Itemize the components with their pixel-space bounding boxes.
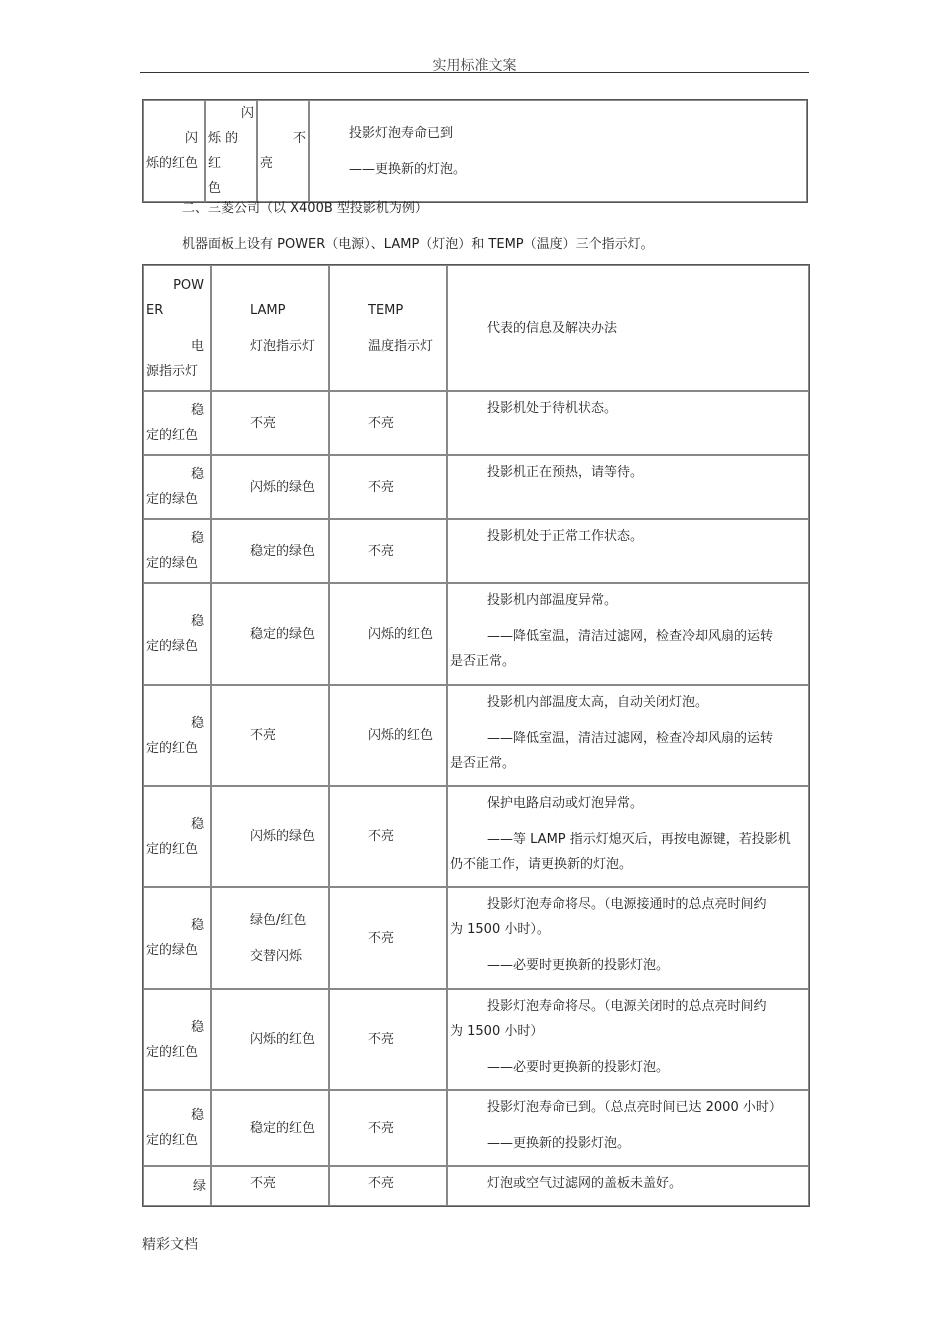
temp-cell: 不亮	[329, 1090, 447, 1166]
temp-cell: 不亮	[329, 786, 447, 887]
lamp-cell: 稳定的绿色	[211, 583, 329, 685]
desc-cell	[447, 391, 809, 455]
section-intro: 机器面板上设有 POWER（电源）、LAMP（灯泡）和 TEMP（温度）三个指示灯。	[182, 237, 654, 252]
desc-cell	[447, 1090, 809, 1166]
power-cell	[143, 583, 211, 685]
power-cell	[143, 455, 211, 519]
cell-text: 定的红色	[146, 1044, 199, 1060]
cell-text: 稳	[190, 403, 204, 418]
header-lamp	[211, 265, 329, 391]
desc-line: 投影机内部温度异常。	[487, 593, 618, 608]
header-desc	[447, 265, 809, 391]
cell-text: TEMP	[368, 302, 404, 318]
cell-text: 代表的信息及解决办法	[487, 320, 618, 336]
desc-line: 投影机正在预热，请等待。	[487, 465, 644, 480]
table-continued	[142, 99, 808, 203]
cell-text: 定的红色	[146, 1133, 199, 1148]
power-cell	[143, 887, 211, 989]
cell-text: 源指示灯	[146, 363, 199, 379]
lamp-cell: 不亮	[211, 685, 329, 786]
cell-text: 定的绿色	[146, 556, 199, 571]
desc-cell	[447, 887, 809, 989]
lamp-cell: 闪烁的红色	[211, 989, 329, 1090]
temp-cell: 不亮	[329, 391, 447, 455]
table-row	[143, 989, 809, 1090]
desc-line: 保护电路启动或灯泡异常。	[487, 796, 644, 811]
desc-line: ——更换新的灯泡。	[349, 161, 467, 177]
cell-text: 电	[190, 338, 204, 354]
cell-text: 定的绿色	[146, 492, 199, 507]
desc-line: 为 1500 小时）。	[450, 922, 550, 937]
table-row	[143, 455, 809, 519]
power-cell: 绿	[143, 1166, 211, 1206]
temp-cell: 闪烁的红色	[329, 685, 447, 786]
cell-text: 稳	[190, 614, 204, 629]
desc-line: 是否正常。	[450, 654, 516, 669]
temp-cell: 不亮	[329, 887, 447, 989]
cell-text: 亮	[260, 156, 274, 171]
lamp-cell	[211, 887, 329, 989]
lamp-cell: 闪烁的绿色	[211, 786, 329, 887]
power-cell	[143, 989, 211, 1090]
temp-cell: 不亮	[329, 989, 447, 1090]
cell-text: 稳	[190, 1108, 204, 1123]
table-row	[143, 685, 809, 786]
table-row	[143, 1090, 809, 1166]
cell-text: 烁 的 红	[208, 131, 239, 171]
temp-cell: 闪烁的红色	[329, 583, 447, 685]
header-divider	[140, 72, 809, 73]
lamp-cell	[205, 100, 257, 202]
desc-line: ——更换新的投影灯泡。	[487, 1136, 631, 1151]
desc-line: ——等 LAMP 指示灯熄灭后，再按电源键，若投影机	[487, 832, 791, 847]
desc-line: ——必要时更换新的投影灯泡。	[487, 958, 670, 973]
section-title: 二、三菱公司（以 X400B 型投影机为例）	[182, 201, 428, 216]
cell-text: 不	[292, 131, 306, 146]
cell-text: LAMP	[250, 302, 286, 318]
desc-cell	[447, 786, 809, 887]
cell-text: 稳	[190, 1019, 204, 1035]
cell-text: 温度指示灯	[368, 338, 434, 354]
temp-cell: 不亮	[329, 1166, 447, 1206]
power-cell	[143, 519, 211, 583]
desc-cell	[447, 989, 809, 1090]
desc-cell	[447, 455, 809, 519]
cell-text: 定的绿色	[146, 943, 199, 958]
table-row	[143, 1166, 809, 1206]
power-cell	[143, 100, 205, 202]
power-cell	[143, 685, 211, 786]
desc-cell	[309, 100, 807, 202]
cell-text: 闪	[184, 131, 198, 146]
desc-cell	[447, 583, 809, 685]
table-row	[143, 100, 807, 202]
cell-text: 稳	[190, 531, 204, 546]
desc-line: 投影灯泡寿命已到。（总点亮时间已达 2000 小时）	[487, 1100, 782, 1115]
power-cell	[143, 1090, 211, 1166]
desc-cell	[447, 685, 809, 786]
cell-text: 闪	[240, 106, 254, 121]
cell-text: 稳	[190, 918, 204, 933]
cell-text: 色	[208, 181, 222, 196]
lamp-cell: 不亮	[211, 391, 329, 455]
desc-line: 投影灯泡寿命将尽。（电源关闭时的总点亮时间约	[487, 999, 767, 1014]
cell-text: 灯泡指示灯	[250, 338, 316, 354]
cell-text: 绿色/红色	[250, 912, 307, 928]
desc-line: 灯泡或空气过滤网的盖板未盖好。	[487, 1176, 683, 1191]
cell-text: 稳	[190, 467, 204, 482]
cell-text: POW	[173, 277, 204, 293]
cell-text: ER	[146, 302, 164, 318]
lamp-cell: 闪烁的绿色	[211, 455, 329, 519]
cell-text: 稳	[190, 715, 204, 731]
desc-line: ——降低室温，清洁过滤网，检查冷却风扇的运转	[487, 629, 774, 644]
power-cell	[143, 391, 211, 455]
desc-line: ——降低室温，清洁过滤网，检查冷却风扇的运转	[487, 731, 774, 746]
desc-line: 投影机处于正常工作状态。	[487, 529, 644, 544]
table-row	[143, 786, 809, 887]
desc-line: 投影机内部温度太高，自动关闭灯泡。	[487, 695, 709, 710]
table-header-row	[143, 265, 809, 391]
desc-line: 投影机处于待机状态。	[487, 401, 618, 416]
desc-line: 是否正常。	[450, 756, 516, 771]
lamp-cell: 稳定的绿色	[211, 519, 329, 583]
desc-cell	[447, 519, 809, 583]
page-header: 实用标准文案	[432, 58, 517, 74]
table-row	[143, 583, 809, 685]
header-temp	[329, 265, 447, 391]
desc-line: 投影灯泡寿命已到	[349, 125, 454, 141]
indicator-table	[142, 264, 810, 1207]
temp-cell: 不亮	[329, 455, 447, 519]
cell-text: 烁的红色	[146, 156, 199, 171]
cell-text: 定的红色	[146, 428, 199, 443]
temp-cell	[257, 100, 309, 202]
table-row	[143, 391, 809, 455]
lamp-cell: 稳定的红色	[211, 1090, 329, 1166]
header-power	[143, 265, 211, 391]
cell-text: 稳	[190, 816, 204, 832]
desc-line: 为 1500 小时）	[450, 1024, 544, 1039]
desc-line: 投影灯泡寿命将尽。（电源接通时的总点亮时间约	[487, 897, 767, 912]
cell-text: 定的红色	[146, 740, 199, 756]
cell-text: 定的绿色	[146, 639, 199, 654]
lamp-cell: 不亮	[211, 1166, 329, 1206]
desc-cell	[447, 1166, 809, 1206]
cell-text: 定的红色	[146, 841, 199, 857]
page-footer: 精彩文档	[142, 1237, 198, 1253]
cell-text: 交替闪烁	[250, 948, 303, 964]
power-cell	[143, 786, 211, 887]
table-row	[143, 519, 809, 583]
table-row	[143, 887, 809, 989]
temp-cell: 不亮	[329, 519, 447, 583]
desc-line: ——必要时更换新的投影灯泡。	[487, 1060, 670, 1075]
desc-line: 仍不能工作，请更换新的灯泡。	[450, 857, 633, 872]
